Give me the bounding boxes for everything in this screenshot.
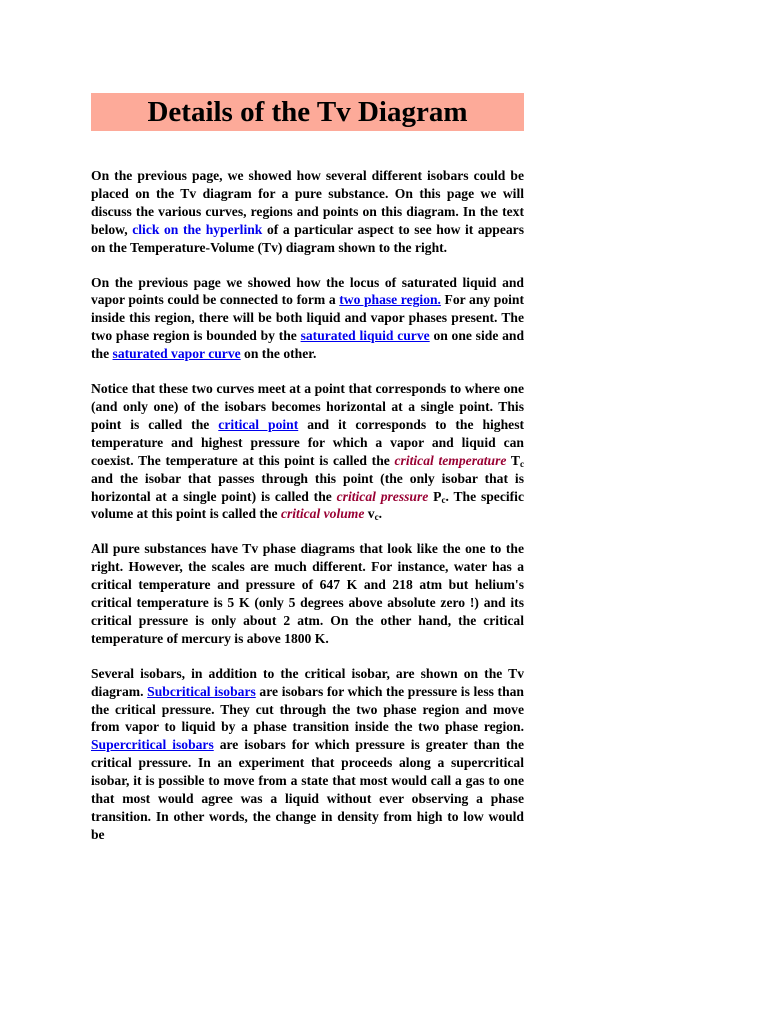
- p3-text-3: and the isobar that passes through this point (the only isobar that is horizontal at a single point) is called the: [91, 470, 524, 504]
- subscript-tc: c: [519, 458, 524, 469]
- page-title: Details of the Tv Diagram: [147, 96, 468, 128]
- p5-text-3: are isobars for which pressure is greater than the critical pressure. In an experiment that proceeds along a supercritical isobar, it is possible to move from a state that most would call a gas to one that most would agree was a liquid without ever observing a phase transition. In other words, the change in density from high to low would be: [91, 737, 524, 842]
- subscript-pc: c: [441, 494, 446, 505]
- link-saturated-liquid-curve[interactable]: saturated liquid curve: [300, 328, 430, 344]
- link-subcritical-isobars[interactable]: Subcritical isobars: [147, 683, 256, 699]
- link-critical-point[interactable]: critical point: [218, 416, 299, 432]
- title-banner: [91, 93, 524, 131]
- article-body: [91, 167, 524, 861]
- p5-text-1: Several isobars, in addition to the critical isobar, are shown on the Tv diagram.: [91, 665, 524, 699]
- hyperlink-click[interactable]: click on the hyperlink: [132, 221, 263, 237]
- p3-text-2: and it corresponds to the highest temperature and highest pressure for which a vapor and liquid can coexist. The temperature at this point is called the: [91, 416, 525, 468]
- paragraph-substances: [91, 540, 524, 647]
- term-critical-volume: critical volume: [280, 506, 365, 522]
- paragraph-two-phase: [91, 274, 524, 364]
- p2-text-3: on one side and the: [91, 328, 525, 362]
- link-supercritical-isobars[interactable]: Supercritical isobars: [91, 737, 214, 753]
- symbol-pc: P: [428, 488, 442, 504]
- p2-text-1: On the previous page we showed how the locus of saturated liquid and vapor points could be connected to form a: [91, 274, 524, 308]
- p5-text-2: are isobars for which the pressure is less than the critical pressure. They cut through the two phase region and move from vapor to liquid by a phase transition inside the two phase region.: [91, 683, 524, 735]
- link-saturated-vapor-curve[interactable]: saturated vapor curve: [112, 346, 241, 362]
- paragraph-critical-point: [91, 380, 524, 523]
- p1-text-2: of a particular aspect to see how it appears on the Temperature-Volume (Tv) diagram shown to the right.: [91, 221, 525, 255]
- term-critical-temperature: critical temperature: [394, 452, 507, 468]
- p4-text: All pure substances have Tv phase diagrams that look like the one to the right. However, the scales are much different. For instance, water has a critical temperature and pressure of 647 K and 218 atm but helium's critical temperature is 5 K (only 5 degrees above absolute zero !) and its critical pressure is only about 2 atm. On the other hand, the critical temperature of mercury is above 1800 K.: [91, 541, 524, 646]
- subscript-vc: c: [374, 512, 379, 523]
- paragraph-intro: [91, 167, 524, 257]
- p2-text-4: on the other.: [240, 346, 317, 362]
- p3-text-5: .: [378, 506, 382, 522]
- paragraph-isobars: [91, 665, 524, 844]
- p1-text-1: On the previous page, we showed how several different isobars could be placed on the Tv diagram for a pure substance. On this page we will discuss the various curves, regions and points on this diagram. In the text below,: [91, 168, 524, 237]
- p3-text-4: . The specific volume at this point is called the: [91, 488, 524, 522]
- link-two-phase-region[interactable]: two phase region.: [339, 292, 441, 308]
- p3-text-1: Notice that these two curves meet at a point that corresponds to where one (and only one) of the isobars becomes horizontal at a single point. This point is called the: [91, 381, 524, 432]
- symbol-tc: T: [506, 452, 520, 468]
- p2-text-2: For any point inside this region, there will be both liquid and vapor phases present. The two phase region is bounded by the: [91, 292, 524, 344]
- symbol-vc: v: [364, 506, 375, 522]
- term-critical-pressure: critical pressure: [336, 488, 429, 504]
